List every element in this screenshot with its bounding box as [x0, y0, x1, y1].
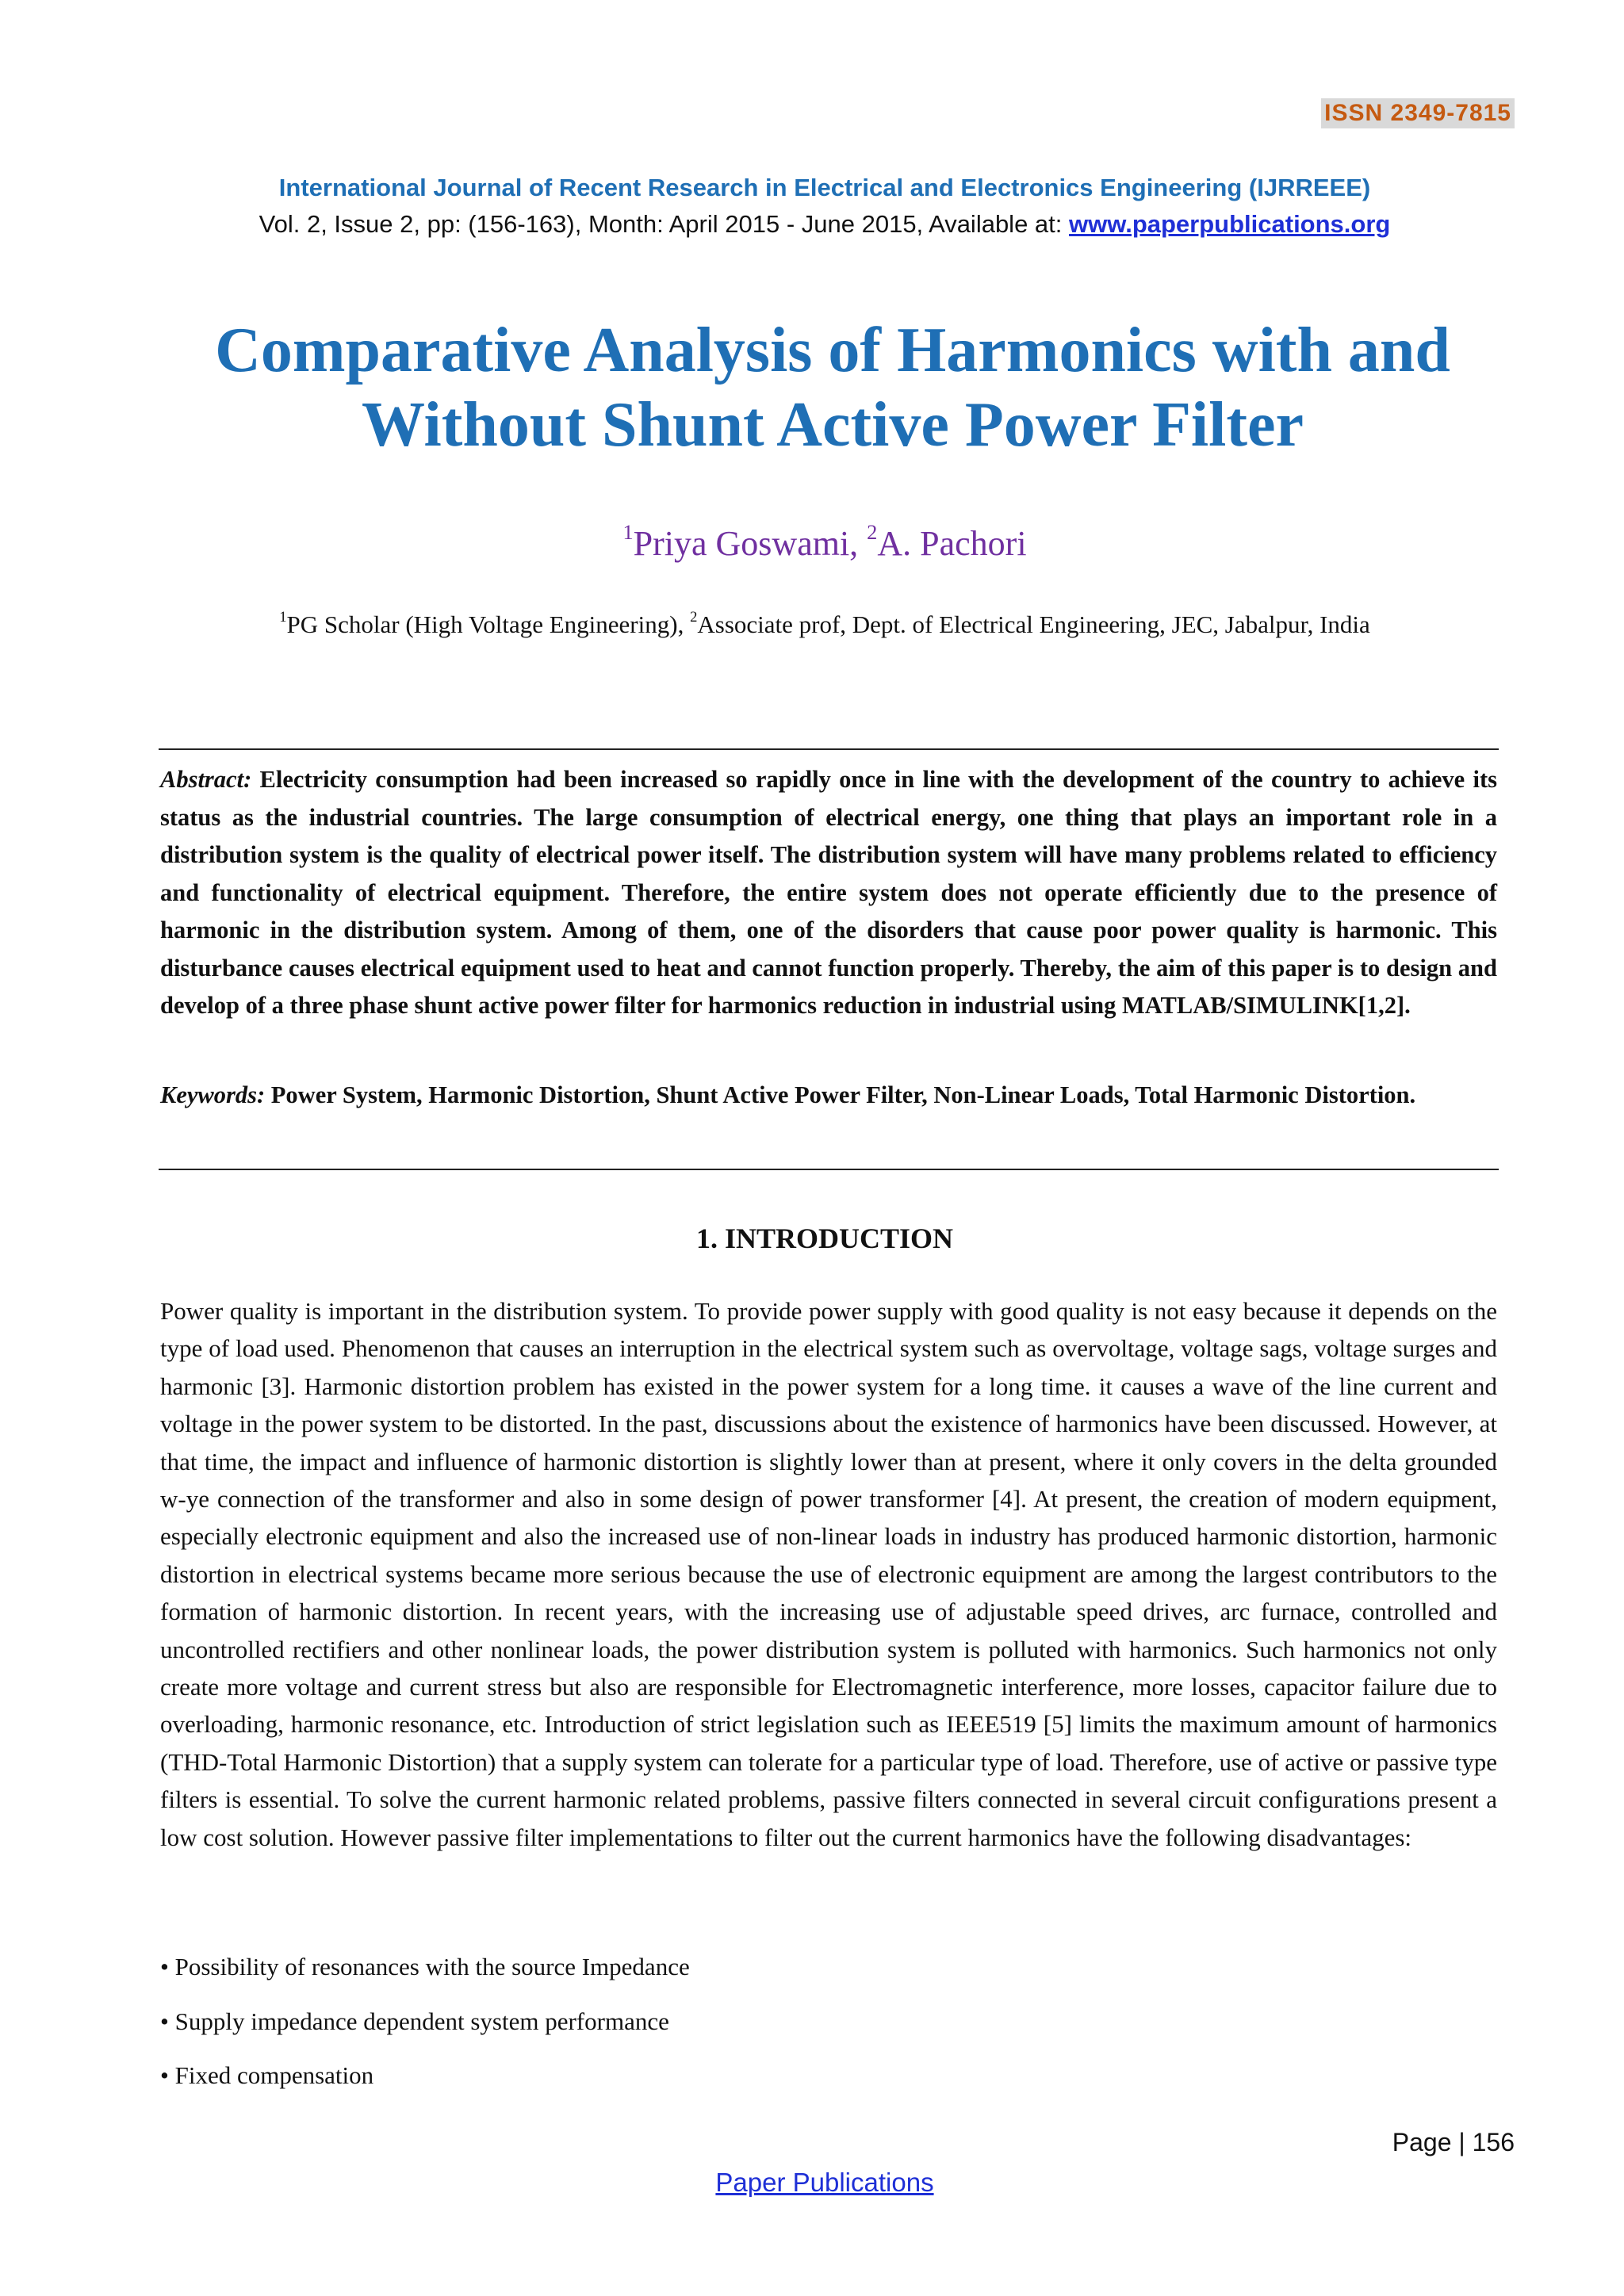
- journal-title: International Journal of Recent Research in Electrical and Electronics Engineering (IJRREEE): [278, 174, 1371, 201]
- affiliation-1-marker: 1: [279, 609, 287, 626]
- author-2-name: A. Pachori: [877, 524, 1027, 563]
- abstract-top-divider: [159, 748, 1499, 750]
- list-item: • Fixed compensation: [160, 2061, 374, 2089]
- issue-text: Vol. 2, Issue 2, pp: (156-163), Month: April 2015 - June 2015, Available at:: [259, 210, 1070, 238]
- paper-title: [119, 313, 1546, 463]
- keywords-label: Keywords:: [160, 1081, 266, 1108]
- affiliation-line: [0, 610, 1624, 639]
- keywords-paragraph: [160, 1077, 1497, 1115]
- affiliation-1-text: PG Scholar (High Voltage Engineering),: [286, 610, 691, 638]
- affiliation-2-marker: 2: [690, 609, 698, 626]
- affiliation-2-text: Associate prof, Dept. of Electrical Engineering, JEC, Jabalpur, India: [697, 610, 1370, 638]
- abstract-paragraph: [160, 761, 1497, 1025]
- paper-title-line-2: Without Shunt Active Power Filter: [361, 390, 1304, 461]
- journal-website-link[interactable]: www.paperpublications.org: [1069, 210, 1391, 238]
- list-item: • Supply impedance dependent system performance: [160, 2007, 669, 2035]
- journal-issue-line: [0, 210, 1624, 239]
- abstract-bottom-divider: [159, 1169, 1499, 1170]
- author-list: [0, 520, 1624, 564]
- author-1-marker: 1: [622, 520, 634, 545]
- keywords-text: Power System, Harmonic Distortion, Shunt Active Power Filter, Non-Linear Loads, Total Harmonic Distortion.: [265, 1081, 1416, 1108]
- paper-title-line-1: Comparative Analysis of Harmonics with and: [215, 316, 1450, 385]
- introduction-paragraph: Power quality is important in the distribution system. To provide power supply with good quality is not easy because it depends on the type of load used. Phenomenon that causes an interruption in the electrical system such as overvoltage, voltage sags, voltage surges and harmonic [3]. Harmonic distortion problem has existed in the power system for a long time. it causes a wave of the line current and voltage in the power system to be distorted. In the past, discussions about the existence of harmonics have been discussed. However, at that time, the impact and influence of harmonic distortion is slightly lower than at present, where it only covers in the delta grounded w-ye connection of the transformer and also in some design of power transformer [4]. At present, the creation of modern equipment, especially electronic equipment and also the increased use of non-linear loads in industry has produced harmonic distortion, harmonic distortion in electrical systems became more serious because the use of electronic equipment are among the largest contributors to the formation of harmonic distortion. In recent years, with the increasing use of adjustable speed drives, arc furnace, controlled and uncontrolled rectifiers and other nonlinear loads, the power distribution system is polluted with harmonics. Such harmonics not only create more voltage and current stress but also are responsible for Electromagnetic interference, more losses, capacitor failure due to overloading, harmonic resonance, etc. Introduction of strict legislation such as IEEE519 [5] limits the maximum amount of harmonics (THD-Total Harmonic Distortion) that a supply system can tolerate for a particular type of load. Therefore, use of active or passive type filters is essential. To solve the current harmonic related problems, passive filters connected in several circuit configurations present a low cost solution. However passive filter implementations to filter out the current harmonics have the following disadvantages:: [160, 1297, 1497, 1851]
- publisher-footer-link[interactable]: Paper Publications: [715, 2168, 934, 2197]
- issn-label: ISSN 2349-7815: [1321, 98, 1515, 128]
- page-number: Page | 156: [1392, 2128, 1515, 2156]
- section-heading-introduction: 1. INTRODUCTION: [695, 1223, 954, 1254]
- abstract-text: Electricity consumption had been increased so rapidly once in line with the development of the country to achieve its status as the industrial countries. The large consumption of electrical energy, one thing that plays an important role in a distribution system is the quality of electrical power itself. The distribution system will have many problems related to efficiency and functionality of electrical equipment. Therefore, the entire system does not operate efficiently due to the presence of harmonic in the distribution system. Among of them, one of the disorders that cause poor power quality is harmonic. This disturbance causes electrical equipment used to heat and cannot function properly. Thereby, the aim of this paper is to design and develop of a three phase shunt active power filter for harmonics reduction in industrial using MATLAB/SIMULINK[1,2].: [160, 766, 1497, 1019]
- author-2-marker: 2: [867, 520, 878, 545]
- abstract-label: Abstract:: [160, 766, 252, 793]
- list-item: • Possibility of resonances with the source Impedance: [160, 1953, 690, 1980]
- author-1-name: Priya Goswami,: [633, 524, 868, 563]
